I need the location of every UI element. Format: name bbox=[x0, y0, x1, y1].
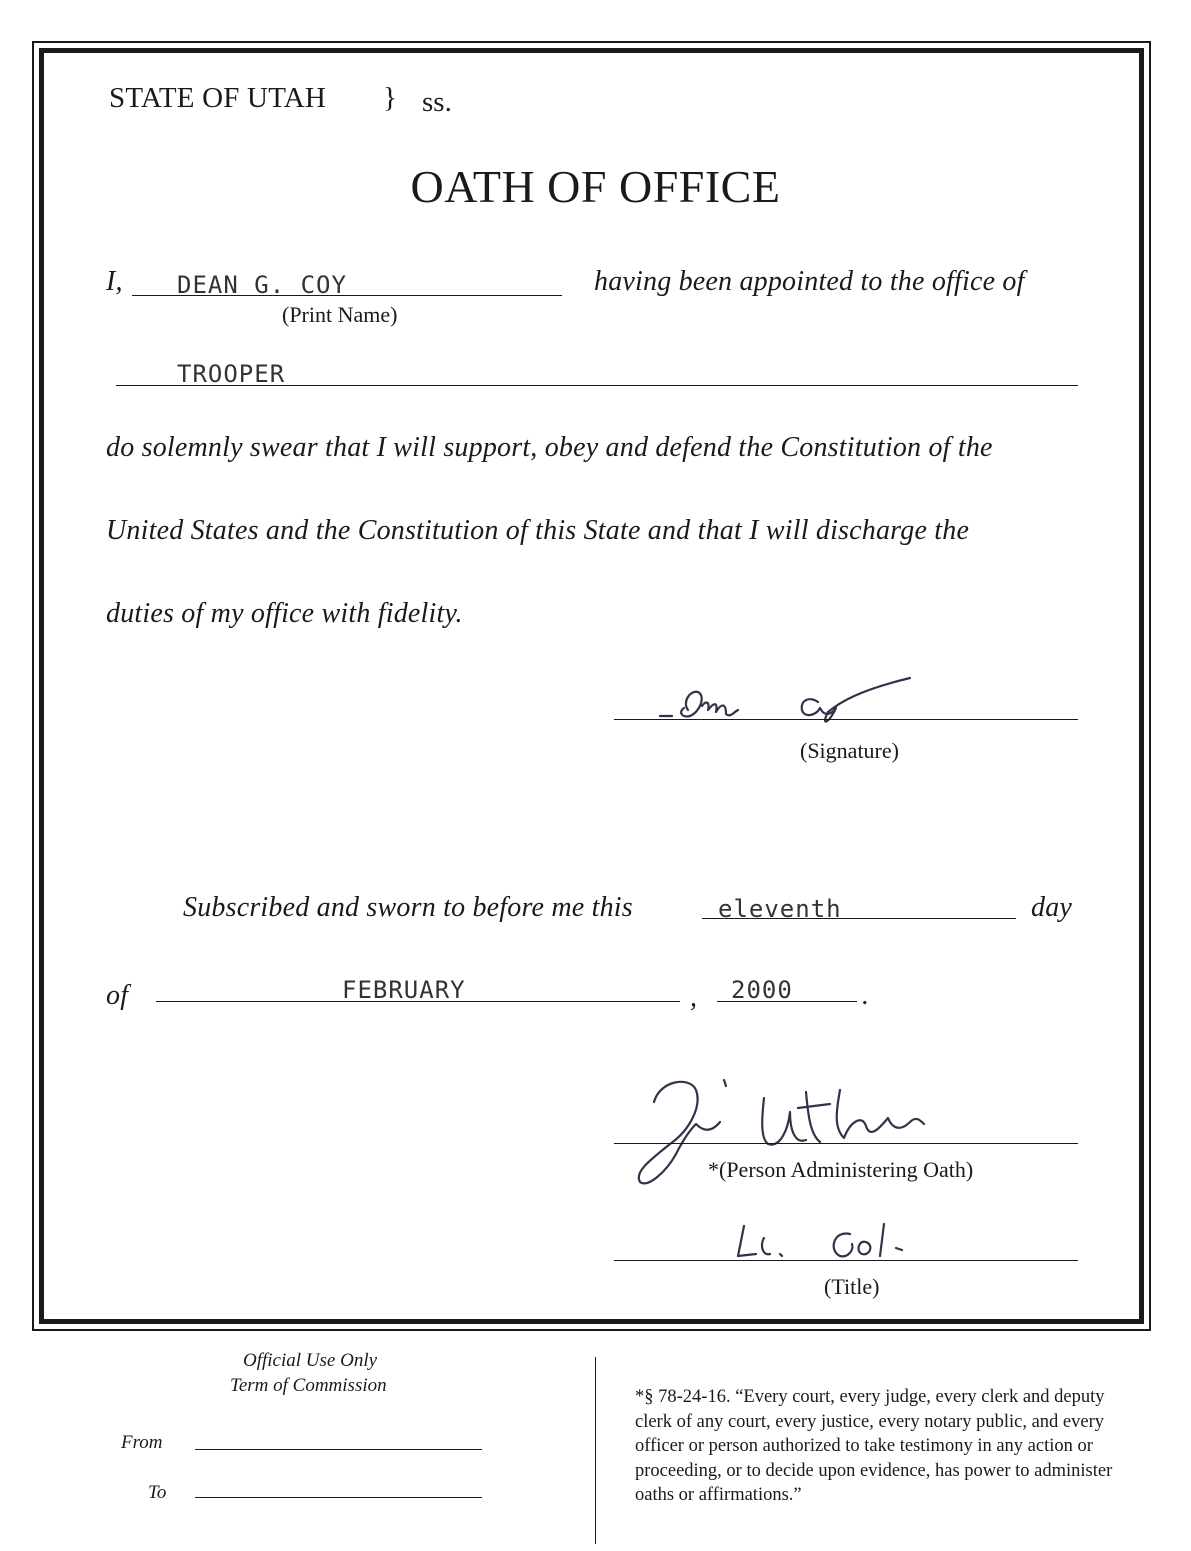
day-word: day bbox=[1031, 892, 1073, 923]
handwritten-title bbox=[730, 1220, 930, 1264]
from-label: From bbox=[121, 1432, 163, 1453]
comma: , bbox=[690, 982, 698, 1013]
inner-border bbox=[39, 48, 1144, 1324]
to-label: To bbox=[148, 1482, 167, 1503]
oath-text-line-3: duties of my office with fidelity. bbox=[106, 598, 463, 629]
handwritten-signature bbox=[660, 672, 930, 732]
brace-symbol: } bbox=[383, 82, 397, 114]
appointed-text: having been appointed to the office of bbox=[594, 266, 1025, 297]
ss-abbreviation: ss. bbox=[422, 86, 452, 118]
document-title: OATH OF OFFICE bbox=[410, 161, 781, 212]
administrator-caption: *(Person Administering Oath) bbox=[708, 1157, 974, 1182]
statute-footnote: *§ 78-24-16. “Every court, every judge, every clerk and deputy clerk of any court, every justice, every notary public, and every officer or person authorized to take testimony in any action or proceeding, or to decide upon evidence, has power to administer oaths or affirmations.” bbox=[635, 1387, 1113, 1505]
signature-line bbox=[614, 719, 1078, 720]
office-value[interactable]: TROOPER bbox=[177, 360, 286, 388]
signature-caption: (Signature) bbox=[800, 738, 899, 763]
period: . bbox=[862, 980, 870, 1011]
to-field[interactable] bbox=[195, 1497, 482, 1498]
i-prefix: I, bbox=[106, 266, 123, 297]
oath-text-line-2: United States and the Constitution of this State and that I will discharge the bbox=[106, 515, 970, 546]
title-line bbox=[614, 1260, 1078, 1261]
subscribed-text: Subscribed and sworn to before me this bbox=[183, 892, 633, 923]
print-name-value[interactable]: DEAN G. COY bbox=[177, 271, 347, 299]
title-caption: (Title) bbox=[824, 1274, 880, 1299]
state-heading: STATE OF UTAH bbox=[109, 82, 327, 114]
day-value[interactable]: eleventh bbox=[718, 895, 842, 923]
official-use-label: Official Use Only bbox=[243, 1350, 378, 1371]
oath-text-line-1: do solemnly swear that I will support, obey and defend the Constitution of the bbox=[106, 432, 993, 463]
term-of-commission-label: Term of Commission bbox=[230, 1375, 387, 1396]
administrator-line bbox=[614, 1143, 1078, 1144]
print-name-caption: (Print Name) bbox=[282, 302, 398, 327]
from-field[interactable] bbox=[195, 1449, 482, 1450]
footer-divider bbox=[595, 1357, 596, 1544]
of-word: of bbox=[106, 980, 129, 1011]
year-value[interactable]: 2000 bbox=[731, 976, 793, 1004]
month-value[interactable]: FEBRUARY bbox=[342, 976, 466, 1004]
